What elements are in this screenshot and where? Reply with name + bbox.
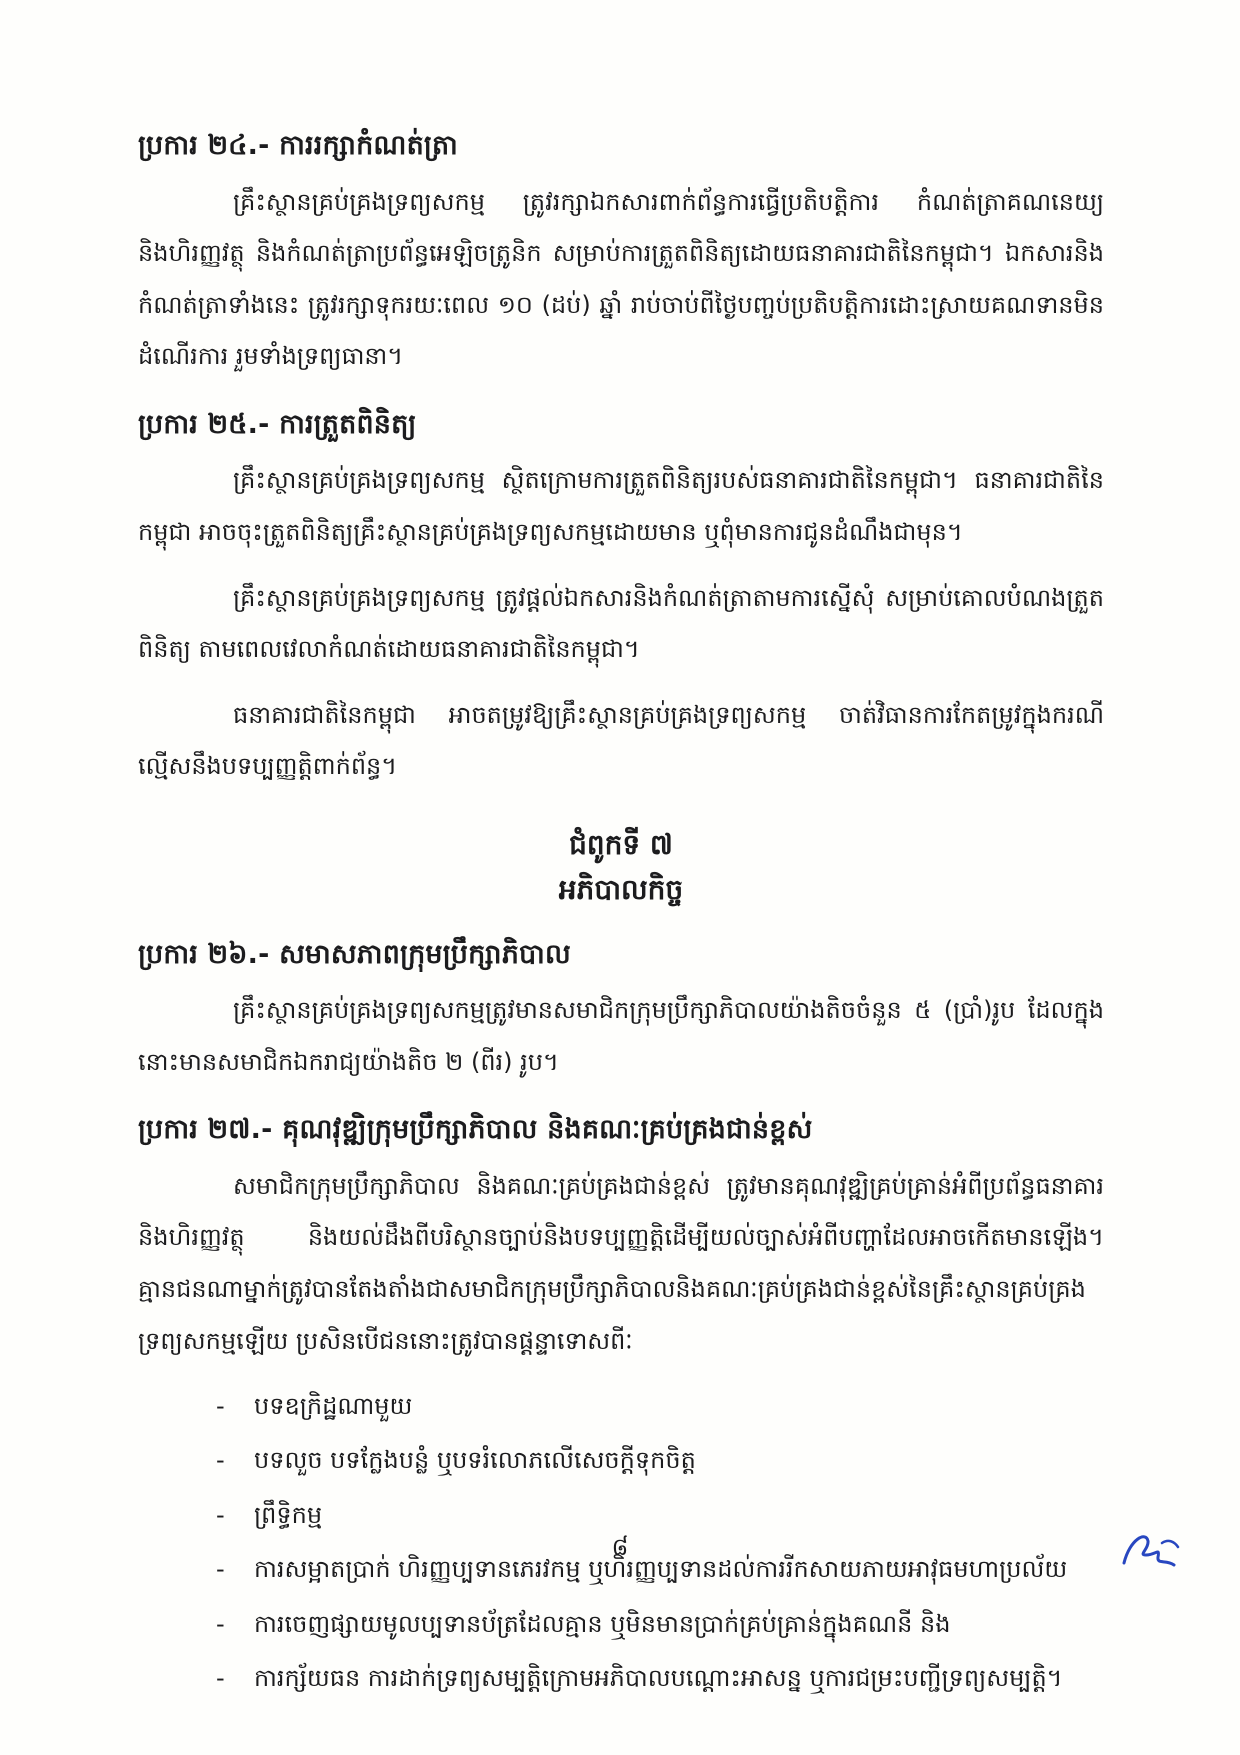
list-item [216, 1435, 1104, 1485]
article-26-body: គ្រឹះស្ថានគ្រប់គ្រងទ្រព្យសកម្មត្រូវមានសមាជិកក្រុមប្រឹក្សាភិបាលយ៉ាងតិចចំនួន ៥ (ប្រាំ)រូប ដែលក្នុងនោះមានសមាជិកឯករាជ្យយ៉ាងតិច ២ (ពីរ) រូប។ [138, 996, 1104, 1076]
article-24-heading: ប្រការ ២៤.- ការរក្សាកំណត់ត្រា [138, 130, 458, 161]
handwritten-initial-signature [1116, 1525, 1188, 1577]
chapter-7-block [138, 823, 1104, 913]
article-25-paragraph-1: គ្រឹះស្ថានគ្រប់គ្រងទ្រព្យសកម្ម ស្ថិតក្រោមការត្រួតពិនិត្យរបស់ធនាគារជាតិនៃកម្ពុជា។ ធនាគារជាតិនៃកម្ពុជា អាចចុះត្រួតពិនិត្យគ្រឹះស្ថានគ្រប់គ្រងទ្រព្យសកម្មដោយមាន ឬពុំមានការជូនដំណឹងជាមុន។ [138, 466, 1104, 546]
dash-bullet-icon: - [216, 1500, 225, 1529]
list-item-text: បទឧក្រិដ្ឋណាមួយ [254, 1392, 413, 1421]
chapter-7-title: អភិបាលកិច្ច [558, 872, 684, 906]
dash-bullet-icon: - [216, 1555, 225, 1584]
dash-bullet-icon: - [216, 1664, 225, 1693]
page-number: ៨ [611, 1533, 629, 1561]
dash-bullet-icon: - [216, 1446, 225, 1475]
dash-bullet-icon: - [216, 1609, 225, 1638]
list-item [216, 1381, 1104, 1431]
article-27-heading: ប្រការ ២៧.- គុណវុឌ្ឍិក្រុមប្រឹក្សាភិបាល និងគណៈគ្រប់គ្រងជាន់ខ្ពស់ [138, 1114, 813, 1146]
article-24-body: គ្រឹះស្ថានគ្រប់គ្រងទ្រព្យសកម្ម ត្រូវរក្សាឯកសារពាក់ព័ន្ធការធ្វើប្រតិបត្តិការ កំណត់ត្រាគណនេយ្យនិងហិរញ្ញវត្ថុ និងកំណត់ត្រាប្រព័ន្ធអេឡិចត្រូនិក សម្រាប់ការត្រួតពិនិត្យដោយធនាគារជាតិនៃកម្ពុជា។ ឯកសារនិងកំណត់ត្រាទាំងនេះ ត្រូវរក្សាទុករយៈពេល ១០ (ដប់) ឆ្នាំ រាប់ចាប់ពីថ្ងៃបញ្ចប់ប្រតិបត្តិការដោះស្រាយគណទានមិនដំណើរការ រួមទាំងទ្រព្យធានា។ [138, 187, 1104, 371]
article-27-intro: សមាជិកក្រុមប្រឹក្សាភិបាល និងគណៈគ្រប់គ្រងជាន់ខ្ពស់ ត្រូវមានគុណវុឌ្ឍិគ្រប់គ្រាន់អំពីប្រព័ន្ធធនាគារនិងហិរញ្ញវត្ថុ និងយល់ដឹងពីបរិស្ថានច្បាប់និងបទប្បញ្ញត្តិដើម្បីយល់ច្បាស់អំពីបញ្ហាដែលអាចកើតមានឡើង។ គ្មានជនណាម្នាក់ត្រូវបានតែងតាំងជាសមាជិកក្រុមប្រឹក្សាភិបាលនិងគណៈគ្រប់គ្រងជាន់ខ្ពស់នៃគ្រឹះស្ថានគ្រប់គ្រងទ្រព្យសកម្មឡើយ ប្រសិនបើជននោះត្រូវបានផ្ដន្ទាទោសពីៈ [138, 1171, 1104, 1355]
list-item-text: ការក្ស័យធន ការដាក់ទ្រព្យសម្បត្តិក្រោមអភិបាលបណ្ដោះអាសន្ន ឬការជម្រះបញ្ជីទ្រព្យសម្បត្តិ។ [254, 1664, 1063, 1693]
article-26-heading: ប្រការ ២៦.- សមាសភាពក្រុមប្រឹក្សាភិបាល [138, 938, 571, 970]
list-item [216, 1599, 1104, 1649]
document-content [138, 104, 1104, 1707]
article-25-paragraph-3: ធនាគារជាតិនៃកម្ពុជា អាចតម្រូវឱ្យគ្រឹះស្ថានគ្រប់គ្រងទ្រព្យសកម្ម ចាត់វិធានការកែតម្រូវក្នុងករណីល្មើសនឹងបទប្បញ្ញត្តិពាក់ព័ន្ធ។ [138, 700, 1104, 781]
list-item-text: ការសម្អាតប្រាក់ ហិរញ្ញប្បទានភេរវកម្ម ឬហិរញ្ញប្បទានដល់ការរីកសាយភាយអាវុធមហាប្រល័យ [254, 1555, 1068, 1584]
list-item-text: បទលួច បទក្លែងបន្លំ ឬបទរំលោភលើសេចក្ដីទុកចិត្ត [254, 1446, 696, 1475]
dash-bullet-icon: - [216, 1392, 225, 1421]
chapter-7-number: ជំពូកទី ៧ [569, 827, 673, 861]
article-25-heading: ប្រការ ២៥.- ការត្រួតពិនិត្យ [138, 408, 417, 440]
list-item [216, 1653, 1104, 1703]
article-25-paragraph-2: គ្រឹះស្ថានគ្រប់គ្រងទ្រព្យសកម្ម ត្រូវផ្តល់ឯកសារនិងកំណត់ត្រាតាមការស្នើសុំ សម្រាប់គោលបំណងត្រួតពិនិត្យ តាមពេលវេលាកំណត់ដោយធនាគារជាតិនៃកម្ពុជា។ [138, 583, 1104, 664]
list-item-text: ព្រឹទ្ធិកម្ម [254, 1500, 323, 1529]
list-item-text: ការចេញផ្សាយមូលប្បទានប័ត្រដែលគ្មាន ឬមិនមានប្រាក់គ្រប់គ្រាន់ក្នុងគណនី និង [254, 1609, 951, 1638]
